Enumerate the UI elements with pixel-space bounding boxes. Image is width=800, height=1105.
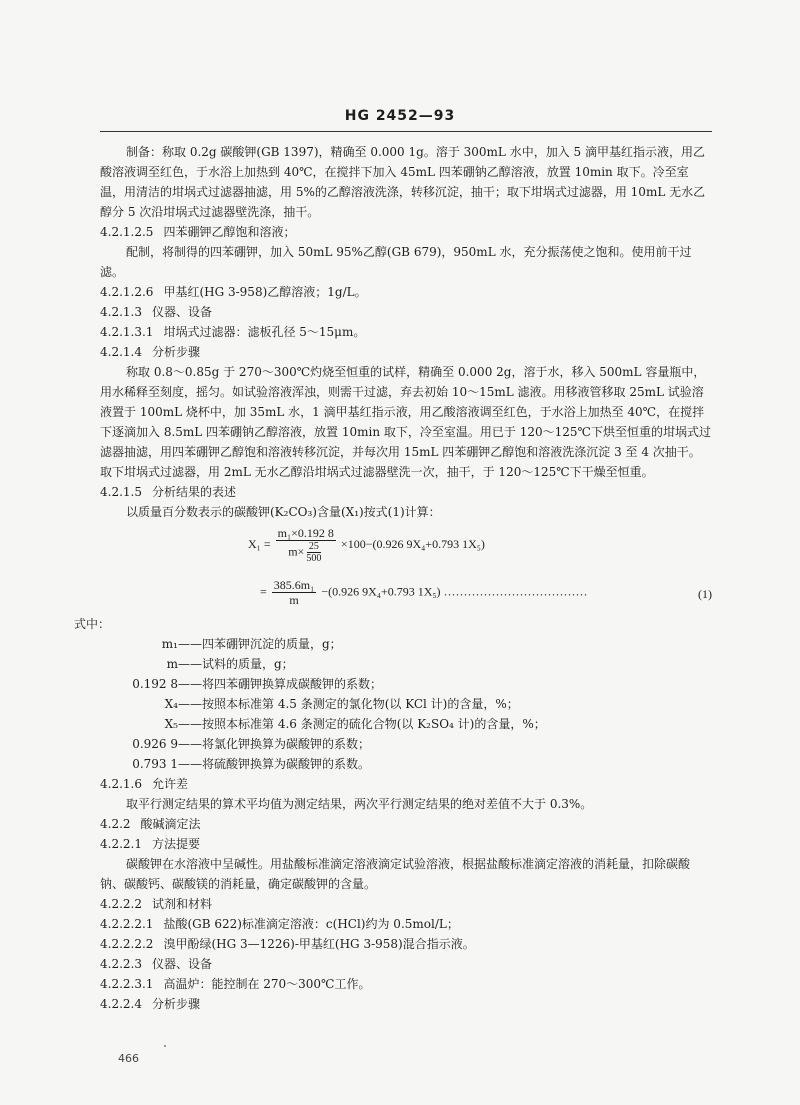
section-number: 4.2.1.2.6 (100, 285, 154, 299)
heading-4-2-1-2-5 (100, 222, 712, 242)
section-number: 4.2.2.3.1 (100, 977, 154, 991)
heading-4-2-1-6 (100, 774, 712, 794)
heading-4-2-2-2 (100, 894, 712, 914)
definitions-intro: 式中： (74, 617, 111, 631)
dilution-fraction (304, 541, 323, 564)
fraction-numerator: m₁×0.192 8 (277, 526, 334, 540)
formula-1 (100, 522, 712, 614)
section-number: 4.2.1.5 (100, 485, 142, 499)
procedure-paragraph: 称取 0.8～0.85g 于 270～300℃灼烧至恒重的试样，精确至 0.000 2g，溶于水，移入 500mL 容量瓶中，用水稀释至刻度，摇匀。如试验溶液浑浊，则需干过滤，弃去初始 10～15mL 滤液。用移液管移取 25mL 试验溶液置于 100mL 烧杯中，加 35mL 水，1 滴甲基红指示液，用乙酸溶液调至红色，于水浴上加热至 40℃，在搅拌下逐滴加入 8.5mL 四苯硼钠乙醇溶液，放置 10min 取下，冷至室温。用已于 120～125℃下烘至恒重的坩埚式过滤器抽滤，用四苯硼钾乙醇饱和溶液转移沉淀，并每次用 15mL 四苯硼钾乙醇饱和溶液洗涤沉淀 3 至 4 次抽干。取下坩埚式过滤器，用 2mL 无水乙醇沿坩埚式过滤器壁洗一次，抽干，于 120～125℃下干燥至恒重。 (100, 365, 711, 479)
dilution-denominator: 500 (306, 553, 322, 564)
heading-4-2-1-3 (100, 302, 712, 322)
fraction-denominator (286, 541, 325, 564)
formula-tail-1: ×100−(0.926 9X₄+0.793 1X₅) (340, 536, 485, 551)
definition-item (100, 714, 712, 734)
header-rule (100, 131, 712, 132)
definition-text: ——将四苯硼钾换算成碳酸钾的系数； (178, 677, 383, 691)
definition-text: ——将硫酸钾换算为碳酸钾的系数。 (178, 757, 371, 771)
section-number: 4.2.2.2.1 (100, 917, 154, 931)
formula-lhs: X₁ = (248, 536, 271, 551)
definition-text: ——试料的质量，g； (178, 657, 294, 671)
section-number: 4.2.1.3 (100, 305, 142, 319)
section-title: 分析步骤 (151, 345, 200, 359)
heading-4-2-2-2-1 (100, 914, 712, 934)
heading-4-2-2 (100, 814, 712, 834)
definition-text: ——按照本标准第 4.6 条测定的硫化合物(以 K₂SO₄ 计)的含量，%； (178, 717, 546, 731)
fraction-denominator: m (289, 593, 299, 607)
calculation-intro: 以质量百分数表示的碳酸钾(K₂CO₃)含量(X₁)按式(1)计算： (126, 505, 441, 519)
definition-item (82, 734, 712, 754)
definition-text: ——将氯化钾换算为碳酸钾的系数； (178, 737, 371, 751)
equation-number: (1) (698, 587, 712, 601)
reagent-preparation-paragraph: 制备：称取 0.2g 碳酸钾(GB 1397)，精确至 0.000 1g。溶于 300mL 水中，加入 5 滴甲基红指示液，用乙酸溶液调至红色，于水浴上加热到 40℃，在搅拌下加入 45mL 四苯硼钠乙醇溶液，放置 10min 取下。冷至室温，用清洁的坩埚式过滤器抽滤，用 5%的乙醇溶液洗涤，转移沉淀，抽干；取下坩埚式过滤器，用 10mL 无水乙醇分 5 次沿坩埚式过滤器壁洗涤，抽干。 (100, 145, 706, 219)
definition-item (82, 674, 712, 694)
heading-4-2-2-2-2 (100, 934, 712, 954)
definition-text: ——按照本标准第 4.5 条测定的氯化物(以 KCl 计)的含量，%； (178, 697, 519, 711)
section-title: 甲基红(HG 3-958)乙醇溶液；1g/L。 (163, 285, 367, 299)
section-number: 4.2.1.4 (100, 345, 142, 359)
heading-4-2-1-2-6 (100, 282, 712, 302)
section-title: 酸碱滴定法 (140, 817, 201, 831)
definition-symbol: 0.192 8 (132, 677, 178, 691)
section-number: 4.2.2.2.2 (100, 937, 154, 951)
document-body (74, 142, 712, 1014)
section-title: 高温炉：能控制在 270～300℃工作。 (163, 977, 371, 991)
heading-4-2-2-3 (100, 954, 712, 974)
formula-line-2 (260, 578, 588, 607)
dilution-numerator: 25 (308, 541, 319, 552)
heading-4-2-1-5 (100, 482, 712, 502)
principle-paragraph: 碳酸钾在水溶液中呈碱性。用盐酸标准滴定溶液滴定试验溶液，根据盐酸标准滴定溶液的消耗量，扣除碳酸钠、碳酸钙、碳酸镁的消耗量，确定碳酸钾的含量。 (100, 857, 691, 891)
section-title: 方法提要 (151, 837, 200, 851)
allowance-paragraph: 取平行测定结果的算术平均值为测定结果，两次平行测定结果的绝对差值不大于 0.3%。 (126, 797, 593, 811)
formula-fraction-1 (276, 526, 336, 564)
section-number: 4.2.2.3 (100, 957, 142, 971)
section-number: 4.2.1.3.1 (100, 325, 154, 339)
section-title: 试剂和材料 (151, 897, 212, 911)
section-title: 溴甲酚绿(HG 3—1226)-甲基红(HG 3-958)混合指示液。 (163, 937, 475, 951)
section-title: 盐酸(GB 622)标准滴定溶液：c(HCl)约为 0.5mol/L； (163, 917, 459, 931)
heading-4-2-1-4 (100, 342, 712, 362)
heading-4-2-2-4 (100, 994, 712, 1014)
section-title: 分析步骤 (151, 997, 200, 1011)
definition-symbol: X₅ (164, 717, 178, 731)
fraction-numerator: 385.6m₁ (273, 578, 315, 592)
page-header: HG 2452—93 (344, 108, 456, 124)
definition-item (100, 654, 712, 674)
definition-symbol: m₁ (161, 637, 178, 651)
definition-symbol: 0.926 9 (132, 737, 178, 751)
formula-line-1 (248, 526, 485, 564)
formula-leader-dots: ……………………………… (443, 584, 588, 599)
section-title: 四苯硼钾乙醇饱和溶液； (163, 225, 296, 239)
section-number: 4.2.2.1 (100, 837, 142, 851)
section-number: 4.2.2 (100, 817, 131, 831)
section-title: 仪器、设备 (151, 957, 212, 971)
heading-4-2-2-3-1 (100, 974, 712, 994)
section-number: 4.2.2.2 (100, 897, 142, 911)
section-number: 4.2.2.4 (100, 997, 142, 1011)
definition-item (82, 754, 712, 774)
definition-symbol: m (166, 657, 178, 671)
formula-fraction-2 (272, 578, 317, 607)
definition-symbol: X₄ (164, 697, 178, 711)
section-number: 4.2.1.2.5 (100, 225, 154, 239)
denominator-factor: m× (288, 544, 305, 559)
section-title: 仪器、设备 (151, 305, 212, 319)
definition-text: ——四苯硼钾沉淀的质量，g； (178, 637, 342, 651)
definition-item (100, 634, 712, 654)
symbol-definitions (74, 614, 712, 774)
page-number: 466 (118, 1052, 139, 1065)
definition-symbol: 0.793 1 (132, 757, 178, 771)
section-title: 坩埚式过滤器：滤板孔径 5～15μm。 (163, 325, 366, 339)
heading-4-2-2-1 (100, 834, 712, 854)
formula-equals: = (260, 584, 267, 599)
section-number: 4.2.1.6 (100, 777, 142, 791)
formula-tail-2: −(0.926 9X₄+0.793 1X₅) (321, 584, 441, 599)
scan-speck (164, 1045, 166, 1047)
section-title: 分析结果的表述 (151, 485, 236, 499)
section-title: 允许差 (151, 777, 188, 791)
heading-4-2-1-3-1 (100, 322, 712, 342)
definition-item (100, 694, 712, 714)
saturated-solution-paragraph: 配制，将制得的四苯硼钾，加入 50mL 95%乙醇(GB 679)，950mL 水，充分振荡使之饱和。使用前干过滤。 (100, 245, 692, 279)
